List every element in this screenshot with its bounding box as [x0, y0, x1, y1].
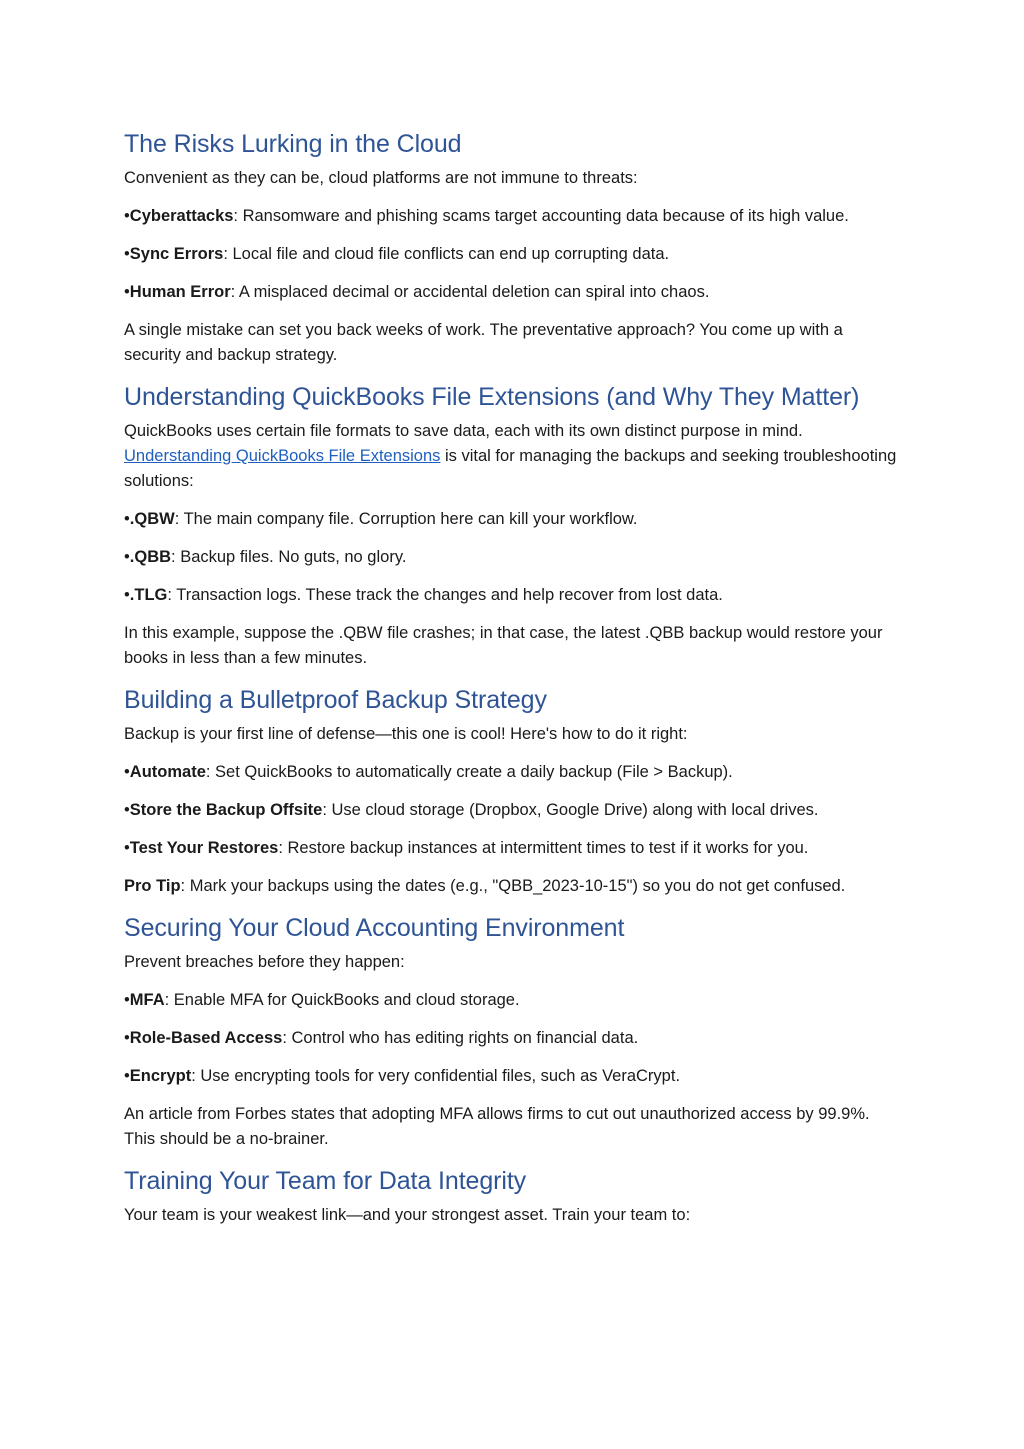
section-heading: Building a Bulletproof Backup Strategy [124, 686, 547, 714]
bullet-text: : Use cloud storage (Dropbox, Google Drive) along with local drives. [322, 801, 819, 819]
bullet-item [124, 507, 904, 532]
bullet-term: .TLG [129, 586, 168, 604]
bullet-text: : A misplaced decimal or accidental deletion can spiral into chaos. [230, 283, 710, 301]
intro-text: is vital for managing the backups and seeking troubleshooting solutions: [124, 447, 897, 490]
bullet-text: : Enable MFA for QuickBooks and cloud storage. [164, 991, 520, 1009]
bullet-text: : Use encrypting tools for very confidential files, such as VeraCrypt. [191, 1067, 681, 1085]
section-intro: Your team is your weakest link—and your strongest asset. Train your team to: [124, 1206, 691, 1224]
section-file-extensions [124, 381, 904, 671]
bullet-item [124, 545, 904, 570]
section-risks [124, 128, 904, 368]
bullet-item [124, 242, 904, 267]
section-outro: A single mistake can set you back weeks of work. The preventative approach? You come up with a security and backup strategy. [124, 321, 843, 364]
bullet-term: MFA [129, 991, 165, 1009]
bullet-symbol: • [124, 763, 130, 781]
bullet-item [124, 583, 904, 608]
bullet-symbol: • [124, 207, 130, 225]
bullet-text: : The main company file. Corruption here can kill your workflow. [174, 510, 638, 528]
bullet-term: Automate [129, 763, 206, 781]
bullet-term: Role-Based Access [129, 1029, 283, 1047]
section-intro: Convenient as they can be, cloud platforms are not immune to threats: [124, 169, 638, 187]
bullet-item [124, 988, 904, 1013]
bullet-symbol: • [124, 548, 130, 566]
intro-text: QuickBooks uses certain file formats to save data, each with its own distinct purpose in mind. [124, 422, 803, 440]
bullet-text: : Control who has editing rights on financial data. [282, 1029, 639, 1047]
bullet-term: .QBB [129, 548, 172, 566]
bullet-symbol: • [124, 586, 130, 604]
bullet-item [124, 836, 904, 861]
section-intro: Backup is your first line of defense—this one is cool! Here's how to do it right: [124, 725, 688, 743]
section-heading: Training Your Team for Data Integrity [124, 1167, 527, 1195]
document-page [124, 128, 904, 1241]
bullet-term: Sync Errors [129, 245, 224, 263]
section-training-team [124, 1165, 904, 1228]
bullet-text: : Local file and cloud file conflicts can end up corrupting data. [223, 245, 670, 263]
bullet-term: Cyberattacks [129, 207, 234, 225]
bullet-symbol: • [124, 283, 130, 301]
pro-tip-text: : Mark your backups using the dates (e.g., "QBB_2023-10-15") so you do not get confused. [180, 877, 846, 895]
bullet-term: Test Your Restores [129, 839, 279, 857]
pro-tip [124, 874, 904, 899]
bullet-symbol: • [124, 1029, 130, 1047]
bullet-symbol: • [124, 510, 130, 528]
pro-tip-label: Pro Tip [124, 877, 181, 895]
section-backup-strategy [124, 684, 904, 899]
section-outro: In this example, suppose the .QBW file crashes; in that case, the latest .QBB backup would restore your books in less than a few minutes. [124, 624, 883, 667]
bullet-text: : Set QuickBooks to automatically create a daily backup (File > Backup). [205, 763, 733, 781]
section-heading: Securing Your Cloud Accounting Environment [124, 914, 625, 942]
bullet-term: .QBW [129, 510, 175, 528]
file-extensions-link[interactable]: Understanding QuickBooks File Extensions [124, 447, 441, 465]
bullet-item [124, 1026, 904, 1051]
bullet-symbol: • [124, 839, 130, 857]
bullet-symbol: • [124, 1067, 130, 1085]
bullet-term: Human Error [129, 283, 231, 301]
bullet-item [124, 760, 904, 785]
section-heading: The Risks Lurking in the Cloud [124, 130, 462, 158]
section-securing-environment [124, 912, 904, 1152]
bullet-term: Store the Backup Offsite [129, 801, 323, 819]
section-outro: An article from Forbes states that adopting MFA allows firms to cut out unauthorized access by 99.9%. This should be a no-brainer. [124, 1105, 870, 1148]
bullet-text: : Backup files. No guts, no glory. [171, 548, 407, 566]
section-intro: Prevent breaches before they happen: [124, 953, 405, 971]
bullet-item [124, 204, 904, 229]
bullet-text: : Transaction logs. These track the changes and help recover from lost data. [167, 586, 723, 604]
section-heading: Understanding QuickBooks File Extensions (and Why They Matter) [124, 383, 860, 411]
bullet-symbol: • [124, 801, 130, 819]
bullet-item [124, 1064, 904, 1089]
bullet-item [124, 280, 904, 305]
section-intro [124, 419, 904, 494]
bullet-text: : Ransomware and phishing scams target accounting data because of its high value. [233, 207, 849, 225]
bullet-text: : Restore backup instances at intermittent times to test if it works for you. [278, 839, 809, 857]
bullet-symbol: • [124, 245, 130, 263]
bullet-item [124, 798, 904, 823]
bullet-term: Encrypt [129, 1067, 192, 1085]
bullet-symbol: • [124, 991, 130, 1009]
